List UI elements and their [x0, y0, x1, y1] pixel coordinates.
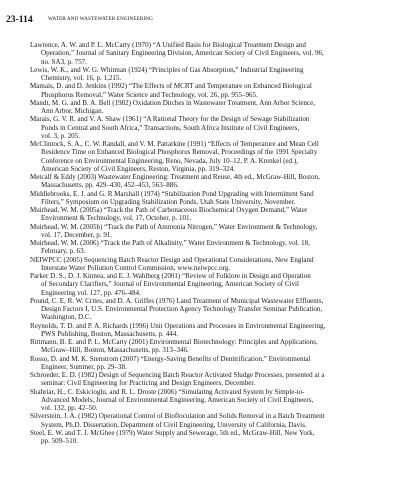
reference-line: Shahriar, H., C. Eskicioglu, and R. L. Droste (2006) “Simulating Activated System by Simple-to-: [30, 387, 305, 396]
reference-line: Muirhead, W. M. (2006) “Track the Path of Alkalinity,” Water Environment & Technology, vol. 18,: [30, 239, 310, 247]
reference-line: Environment & Technology, vol. 17, October, p. 101.: [41, 214, 192, 223]
reference-entry: [30, 429, 390, 446]
reference-list: [30, 41, 390, 445]
reference-line: vol. 132, pp. 42–50.: [41, 404, 98, 412]
reference-entry: [30, 206, 390, 223]
reference-line: seminar: Civil Engineering for Practicing and Design Engineers, December.: [41, 379, 256, 388]
reference-entry: [30, 190, 390, 207]
reference-line: Interstate Water Pollution Control Commission, www.neiwpcc.org.: [41, 263, 231, 272]
reference-line: Steel, E. W. and T. J. McGhee (1979) Water Supply and Sewerage, 5th ed., McGraw-Hill, New York,: [30, 428, 315, 437]
reference-line: Ann Arbor, Michigan.: [41, 107, 104, 115]
reference-line: Mamais, D. and D. Jenkins (1992) “The Effects of MCRT and Temperature on Enhanced Biological: [30, 82, 312, 91]
reference-line: Mandt, M. G. and B. A. Bell (1982) Oxidation Ditches in Wastewater Treatment, Ann Arbor Science,: [30, 98, 316, 107]
reference-entry: [30, 223, 390, 240]
reference-line: Residence Time on Enhanced Biological Phosphorus Removal, Proceedings of the 1991 Specialty: [41, 148, 318, 157]
reference-line: Reynolds, T. D. and P. A. Richards (1996) Unit Operations and Processes in Environmental Engineering,: [30, 321, 326, 330]
reference-entry: [30, 322, 390, 339]
reference-entry: [30, 256, 390, 273]
reference-line: Operation,” Journal of Sanitary Engineering Division, American Society of Civil Engineers, vol. 96,: [41, 49, 324, 58]
reference-line: NEIWPCC (2005) Sequencing Batch Reactor Design and Operational Considerations, New England: [30, 255, 314, 264]
reference-line: Silverstein, J. A. (1982) Operational Control of Biofloculation and Solids Removal in a Batch Treatment: [30, 412, 325, 421]
reference-line: Muirhead, W. M. (2005b) “Track the Path of Ammonia Nitrogen,” Water Environment & Technology,: [30, 222, 318, 231]
reference-entry: [30, 338, 390, 355]
reference-entry: [30, 297, 390, 322]
reference-line: System, Ph.D. Dissertation, Department of Civil Engineering, University of California, Davis.: [41, 420, 307, 429]
reference-line: American Society of Civil Engineers, Reston, Virginia, pp. 319–324.: [41, 164, 236, 173]
reference-line: McClintock, S. A., C. W. Randall, and V. M. Pattarkine (1991) “Effects of Temperature and Mean Cell: [30, 140, 319, 148]
reference-line: Washington, D.C.: [41, 313, 92, 322]
reference-line: Lewis, W. K., and W. G. Whitman (1924) “Principles of Gas Absorption,” Industrial Engineering: [30, 65, 304, 74]
reference-entry: [30, 115, 390, 140]
reference-line: pp. 509–510.: [41, 437, 78, 445]
page-header: [6, 14, 406, 26]
reference-entry: [30, 388, 390, 413]
reference-line: Filters,” Symposium on Upgrading Stabilization Ponds, Utah State University, November.: [41, 197, 296, 206]
reference-line: Phosphorus Removal,” Water Science and Technology, vol. 26, pp. 955–965.: [41, 90, 258, 99]
reference-line: Pound, C. E, R. W. Crites, and D. A. Griffes (1976) Land Treatment of Municipal Wastewater Effluents,: [30, 296, 324, 305]
reference-line: vol. 17, December, p. 91.: [41, 230, 113, 239]
reference-line: Rittmann, B. E. and P. L. McCarty (2001) Environmental Biotechnology: Principles and Applications,: [30, 338, 318, 346]
reference-line: Chemistry, vol. 16, p. 1,215.: [41, 74, 122, 82]
reference-line: Metcalf & Eddy (2003) Wastewater Engineering: Treatment and Reuse, 4th ed., McGraw-Hill, Boston,: [30, 173, 320, 181]
reference-line: McGraw–Hill, Boston, Massachusetts, pp. 313–346.: [41, 346, 189, 355]
reference-entry: [30, 272, 390, 297]
reference-entry: [30, 41, 390, 66]
reference-entry: [30, 239, 390, 256]
reference-entry: [30, 412, 390, 429]
reference-entry: [30, 140, 390, 173]
reference-line: Design Factors I, U.S. Environmental Protection Agency Technology Transfer Seminar Publication,: [41, 305, 323, 313]
reference-line: Engineering vol. 127, pp. 476–484.: [41, 288, 141, 297]
running-title: WATER AND WASTEWATER ENGINEERING: [48, 16, 153, 22]
reference-entry: [30, 173, 390, 190]
reference-line: February, p. 63.: [41, 247, 86, 256]
reference-line: Engineer, Summer, pp. 29–38.: [41, 362, 127, 371]
reference-line: Advanced Models, Journal of Environmental Engineering, American Society of Civil Engineers,: [41, 395, 314, 404]
reference-entry: [30, 371, 390, 388]
reference-line: Massachusetts, pp. 429–430, 452–453, 563–886.: [41, 181, 179, 190]
reference-line: Conference on Environmental Engineering, Reno, Nevada, July 10–12, P. A. Krenkel (ed.),: [41, 156, 298, 165]
reference-line: vol. 3, p. 205.: [41, 131, 80, 140]
reference-line: Parker D. S., D. J. Kinnea, and E. J. Wahlberg (2001) “Review of Folklore in Design and Operation: [30, 272, 311, 280]
reference-entry: [30, 82, 390, 99]
reference-line: PWS Publishing, Boston, Massachusetts, p. 444.: [41, 329, 179, 338]
reference-line: Muirhead, W. M. (2005a) “Track the Path of Carbonaceous Biochemical Oxygen Demand,” Water: [30, 206, 308, 214]
reference-line: Rosso, D. and M. K. Stenstrom (2007) “Energy-Saving Benefits of Denitrification,” Environmental: [30, 354, 311, 363]
reference-entry: [30, 99, 390, 116]
reference-line: Marais, G. V. R. and V. A. Shaw (1961) “A Rational Theory for the Design of Sewage Stabilization: [30, 115, 310, 124]
reference-line: Schroeder, E. D. (1982) Design of Sequencing Batch Reactor Activated Sludge Processes, presented at a: [30, 371, 325, 379]
reference-entry: [30, 66, 390, 83]
page-number: 23-114: [6, 14, 33, 25]
reference-line: no. SA3, p. 757.: [41, 57, 88, 66]
reference-line: Middlebrooks, E. J. and G. R Marshall (1974) “Stabilization Pond Upgrading with Intermittent Sand: [30, 189, 314, 198]
reference-line: of Secondary Clarifiers,” Journal of Environmental Engineering, American Society of Civil: [41, 280, 299, 289]
reference-entry: [30, 355, 390, 372]
reference-line: Ponds in Central and South Africa,” Transactions, South Africa Institute of Civil Engineers,: [41, 123, 300, 132]
reference-line: Lawrence, A. W. and P. L. McCarty (1970) “A Unified Basis for Biological Treatment Design and: [30, 41, 306, 49]
